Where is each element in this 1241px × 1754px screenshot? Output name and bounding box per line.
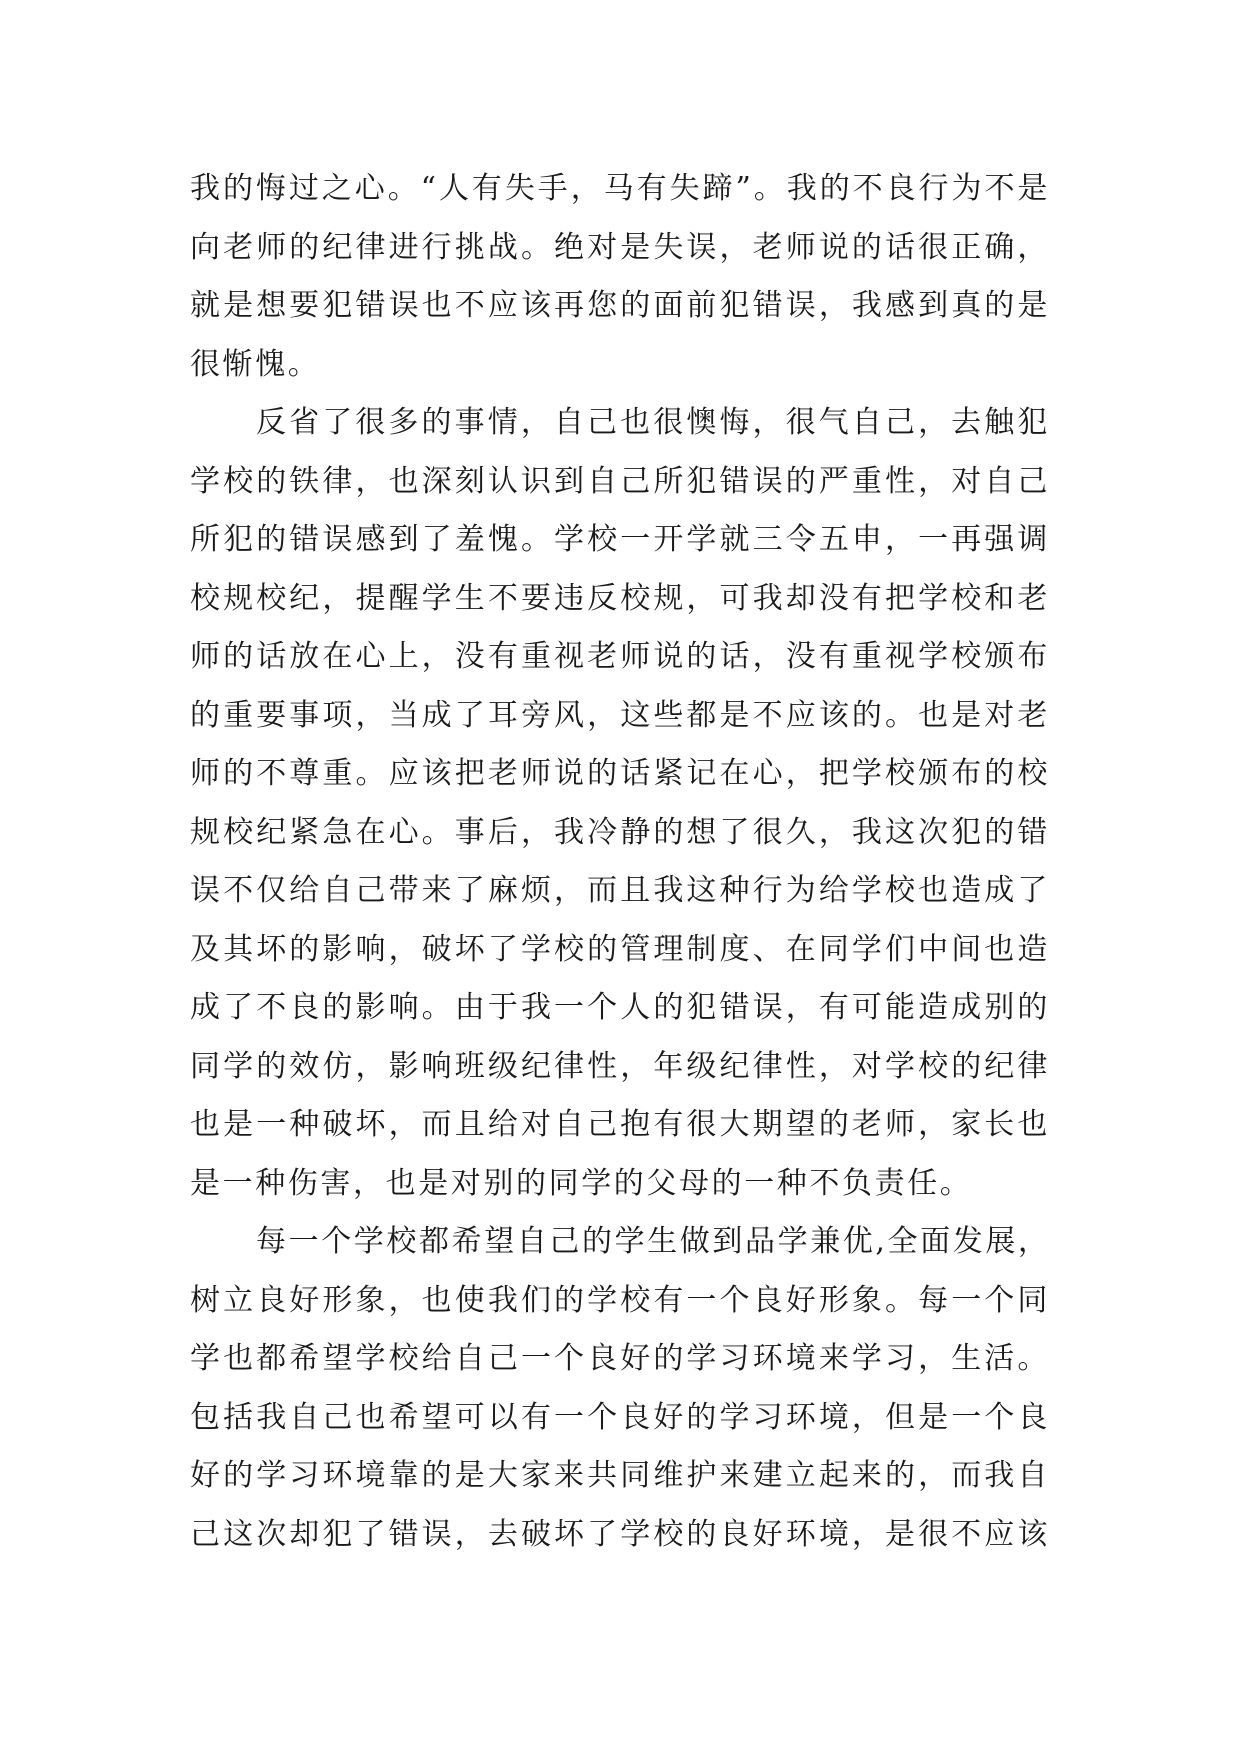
text-line: 也是一种破坏，而且给对自己抱有很大期望的老师，家长也 bbox=[190, 1107, 1050, 1142]
text-line: 成了不良的影响。由于我一个人的犯错误，有可能造成别的 bbox=[190, 990, 1050, 1025]
paragraph-3 bbox=[190, 1213, 1050, 1564]
text-line: 反省了很多的事情，自己也很懊悔，很气自己，去触犯 bbox=[256, 405, 1050, 440]
text-line: 我的悔过之心。“人有失手，马有失蹄”。我的不良行为不是 bbox=[190, 171, 1050, 206]
text-line: 包括我自己也希望可以有一个良好的学习环境，但是一个良 bbox=[190, 1399, 1050, 1435]
text-line: 同学的效仿，影响班级纪律性，年级纪律性，对学校的纪律 bbox=[190, 1048, 1050, 1084]
text-line: 向老师的纪律进行挑战。绝对是失误，老师说的话很正确， bbox=[190, 229, 1050, 265]
text-line: 很惭愧。 bbox=[190, 346, 321, 382]
text-line: 好的学习环境靠的是大家来共同维护来建立起来的，而我自 bbox=[190, 1458, 1050, 1493]
text-line: 就是想要犯错误也不应该再您的面前犯错误，我感到真的是 bbox=[190, 288, 1050, 323]
text-line: 校规校纪，提醒学生不要违反校规，可我却没有把学校和老 bbox=[190, 580, 1050, 616]
document-body bbox=[190, 160, 1050, 1564]
text-line: 及其坏的影响，破坏了学校的管理制度、在同学们中间也造 bbox=[190, 931, 1050, 967]
text-line: 学校的铁律，也深刻认识到自己所犯错误的严重性，对自己 bbox=[190, 463, 1050, 499]
text-line: 规校纪紧急在心。事后，我冷静的想了很久，我这次犯的错 bbox=[190, 814, 1050, 850]
paragraph-2 bbox=[190, 394, 1050, 1213]
text-line: 己这次却犯了错误，去破坏了学校的良好环境，是很不应该 bbox=[190, 1516, 1050, 1552]
paragraph-1 bbox=[190, 160, 1050, 394]
text-line: 学也都希望学校给自己一个良好的学习环境来学习，生活。 bbox=[190, 1341, 1050, 1376]
text-line: 是一种伤害，也是对别的同学的父母的一种不负责任。 bbox=[190, 1165, 973, 1201]
text-line: 树立良好形象，也使我们的学校有一个良好形象。每一个同 bbox=[190, 1282, 1050, 1318]
text-line: 每一个学校都希望自己的学生做到品学兼优,全面发展， bbox=[256, 1224, 1051, 1259]
text-line: 师的不尊重。应该把老师说的话紧记在心，把学校颁布的校 bbox=[190, 756, 1050, 791]
text-line: 的重要事项，当成了耳旁风，这些都是不应该的。也是对老 bbox=[190, 697, 1050, 733]
text-line: 所犯的错误感到了羞愧。学校一开学就三令五申，一再强调 bbox=[190, 522, 1050, 557]
text-line: 师的话放在心上，没有重视老师说的话，没有重视学校颁布 bbox=[190, 639, 1050, 674]
text-line: 误不仅给自己带来了麻烦，而且我这种行为给学校也造成了 bbox=[190, 873, 1050, 908]
